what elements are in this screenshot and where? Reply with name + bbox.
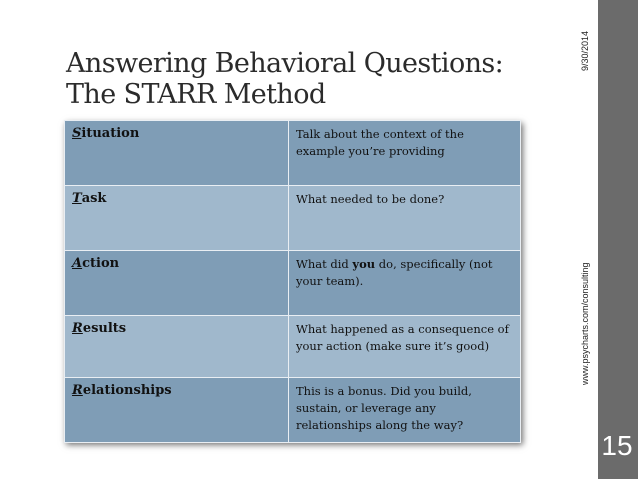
- row-description: [289, 121, 521, 186]
- description-bold: you: [352, 257, 376, 271]
- row-key: [65, 378, 289, 443]
- row-description: [289, 251, 521, 316]
- description-text: This is a bonus. Did you build, sustain, or leverage any relationships along the way?: [296, 384, 472, 432]
- description-text-2: do, specifically (not your team).: [296, 257, 493, 288]
- row-key: [65, 251, 289, 316]
- description-text: What happened as a consequence of your action (make sure it’s good): [296, 322, 509, 353]
- table-row-situation: [65, 121, 521, 186]
- key-initial: T: [72, 191, 82, 206]
- key-rest: ituation: [81, 126, 140, 141]
- key-rest: esults: [82, 321, 127, 336]
- title-line-1: Answering Behavioral Questions:: [66, 48, 504, 79]
- starr-table: [64, 120, 521, 442]
- table-row-action: [65, 251, 521, 316]
- description-text: What needed to be done?: [296, 192, 445, 206]
- key-initial: S: [72, 126, 82, 141]
- description-text: Talk about the context of the example you’re providing: [296, 127, 464, 158]
- key-rest: ask: [81, 191, 107, 206]
- table-row-relationships: [65, 378, 521, 443]
- row-key: [65, 186, 289, 251]
- slide-title: [66, 48, 536, 110]
- description-text: What did: [296, 257, 353, 271]
- row-description: [289, 378, 521, 443]
- key-initial: R: [72, 383, 83, 398]
- table-row-results: [65, 316, 521, 378]
- table-row-task: [65, 186, 521, 251]
- row-description: [289, 316, 521, 378]
- slide-date: 9/30/2014: [580, 30, 590, 71]
- key-rest: ction: [82, 256, 120, 271]
- side-bar: [598, 0, 638, 479]
- row-key: [65, 316, 289, 378]
- key-rest: elationships: [82, 383, 172, 398]
- title-line-2: The STARR Method: [66, 79, 326, 110]
- row-description: [289, 186, 521, 251]
- footer-url: www.psycharts.com/consulting: [580, 262, 590, 385]
- slide-number: 15: [601, 430, 633, 461]
- key-initial: A: [72, 256, 83, 271]
- key-initial: R: [72, 321, 83, 336]
- row-key: [65, 121, 289, 186]
